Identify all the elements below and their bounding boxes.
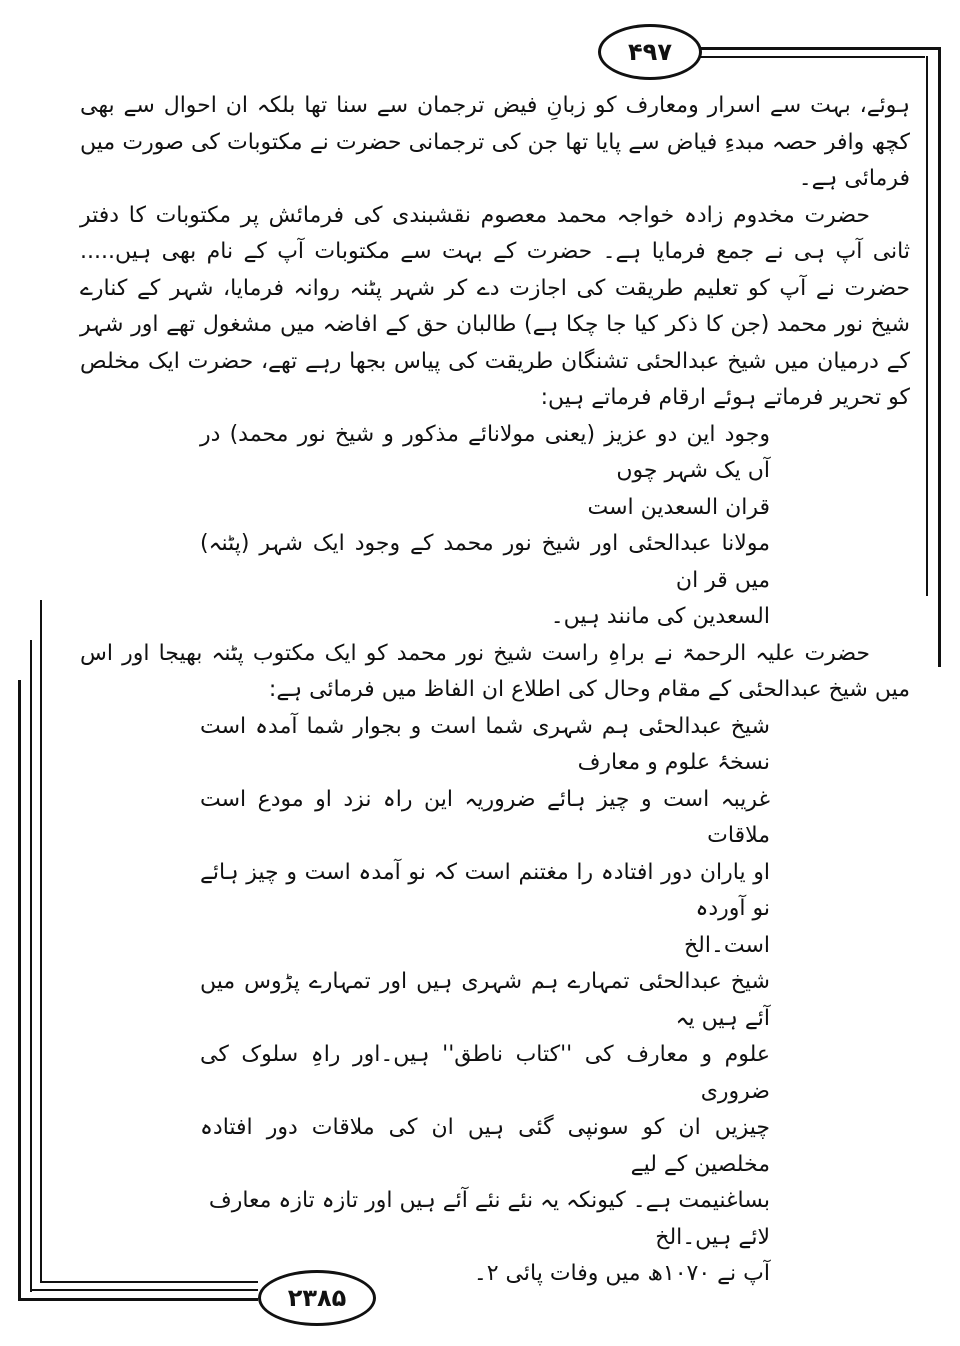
quote-2-translation-line-2: علوم و معارف کی ''کتاب ناطق'' ہیں۔اور راہِ سلوک کی ضروری — [200, 1042, 770, 1104]
header-page-number — [598, 24, 702, 80]
frame-top-line-outer — [700, 47, 940, 50]
header-page-number-text: ۴۹۷ — [628, 38, 672, 66]
quote-2-line-4: است۔الخ — [683, 932, 770, 958]
frame-right-line-outer — [938, 47, 941, 667]
quote-1-translation-line-2: السعدین کی مانند ہیں۔ — [550, 604, 770, 629]
quote-1-line-2: قران السعدین است — [587, 494, 770, 520]
quote-2-translation-line-4: بساغنیمت ہے۔ کیونکہ یہ نئے نئے آئے ہیں اور تازہ تازہ معارف — [208, 1188, 770, 1213]
paragraph-2: حضرت مخدوم زادہ خواجہ محمد معصوم نقشبندی کی فرمائش پر مکتوبات کا دفتر ثانی آپ ہی نے جمع فرمایا ہے۔ حضرت کے بہت سے مکتوبات آپ کے نام بھی ہیں..... حضرت نے آپ کو تعلیم طریقت کی اجازت دے کر شہر پٹنہ روانہ فرمایا، شہر کے کنارے شیخ نور محمد (جن کا ذکر کیا جا چکا ہے) طالبان حق کے افاضہ میں مشغول تھے اور شہر کے درمیان میں شیخ عبدالحئی تشنگان طریقت کی پیاس بجھا رہے تھے، حضرت ایک مخلص کو تحریر فرماتے ہوئے ارقام فرماتے ہیں: — [80, 202, 910, 410]
paragraph-1: ہوئے، بہت سے اسرار ومعارف کو زبانِ فیض ترجمان سے سنا تھا بلکہ ان احوال سے بھی کچھ وافر حصہ مبدءِ فیاض سے پایا تھا جن کی ترجمانی حضرت نے مکتوبات کی صورت میں فرمائی ہے۔ — [80, 93, 910, 191]
quote-2-translation-line-3: چیزیں ان کو سونپی گئی ہیں ان کی ملاقات دور افتادہ مخلصین کے لیے — [200, 1115, 770, 1177]
quote-2-translation-line-5: لائے ہیں۔الخ — [655, 1224, 770, 1250]
page-body — [80, 88, 910, 1286]
quote-2-translation-line-1: شیخ عبدالحئی تمہارے ہم شہری ہیں اور تمہارے پڑوس میں آئے ہیں یہ — [200, 969, 770, 1031]
footer-page-number-text: ۲۳۸۵ — [287, 1284, 347, 1312]
frame-top-line-inner — [700, 56, 925, 58]
quote-2-line-2: غریبہ است و چیز ہائے ضروریہ این راہ نزد او مودع است ملاقات — [200, 786, 770, 848]
quote-1-translation-line-1: مولانا عبدالحئی اور شیخ نور محمد کے وجود ایک شہر (پٹنہ) میں قر ان — [200, 531, 770, 593]
frame-bottom-line-outer — [18, 1298, 258, 1301]
frame-left-line-outer — [18, 680, 21, 1300]
quote-1-line-1: وجود این دو عزیز (یعنی مولانائے مذکور و شیخ نور محمد) در آں یک شہر چوں — [200, 421, 770, 483]
paragraph-3: حضرت علیہ الرحمۃ نے براہِ راست شیخ نور محمد کو ایک مکتوب پٹنہ بھیجا اور اس میں شیخ عبدالحئی کے مقام وحال کی اطلاع ان الفاظ میں فرمائی ہے: — [80, 640, 910, 702]
paragraph-4: آپ نے ۱۰۷۰ھ میں وفات پائی ۲۔ — [473, 1261, 770, 1286]
frame-right-line-inner — [926, 56, 928, 596]
quote-2-line-3: او یاران دور افتادہ را مغتنم است کہ نو آمدہ است و چیز ہائے نو آوردہ — [200, 859, 770, 921]
frame-left-line-mid — [30, 640, 32, 1292]
frame-left-line-inner — [40, 600, 42, 1282]
quote-2-line-1: شیخ عبدالحئی ہم شہری شما است و بجوار شما آمدہ است نسخۂ علوم و معارف — [200, 713, 770, 775]
